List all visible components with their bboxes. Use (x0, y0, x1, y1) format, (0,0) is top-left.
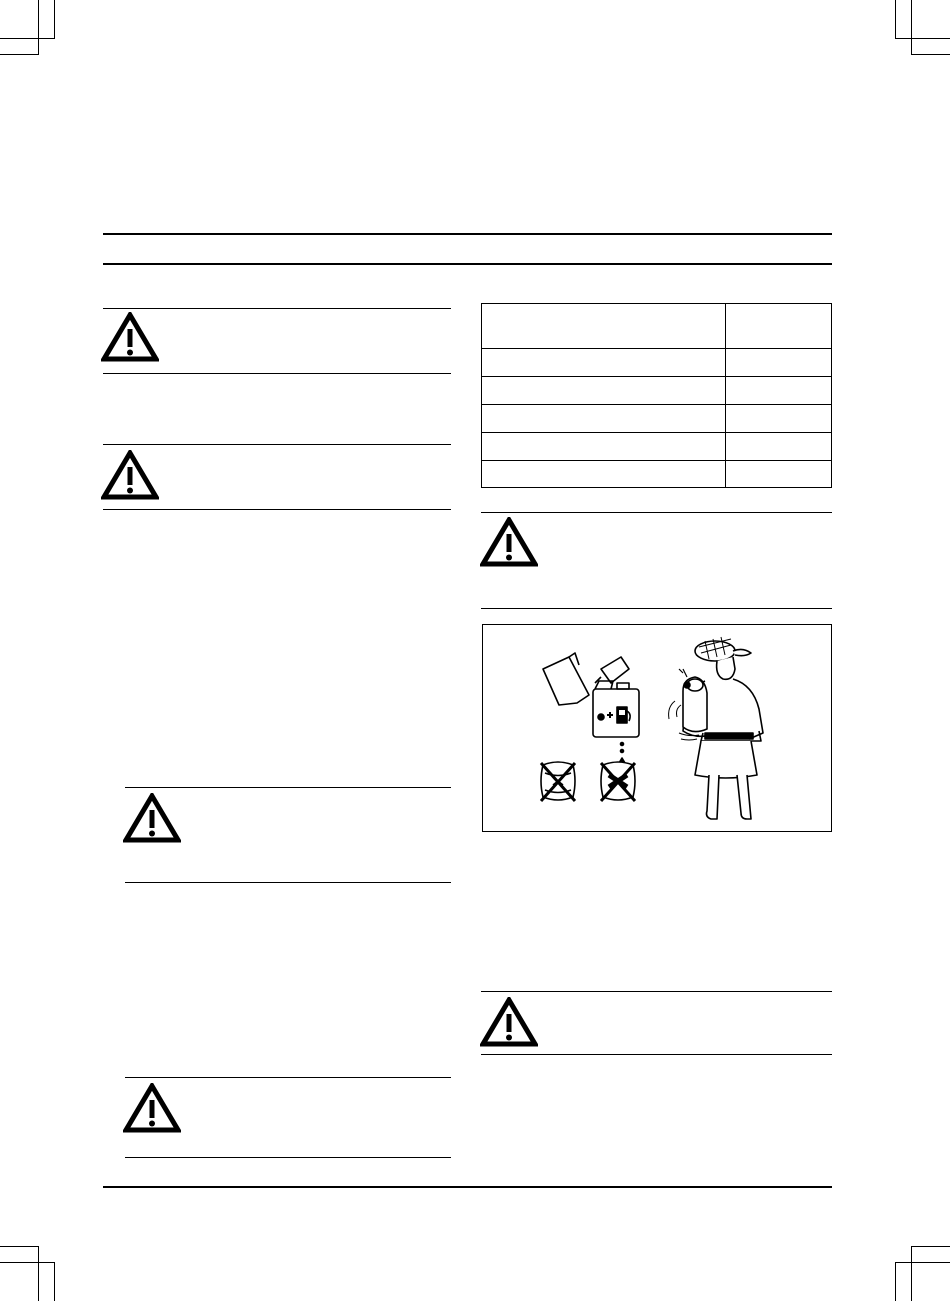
table-cell (726, 349, 832, 377)
table-row (482, 377, 832, 405)
table-cell (726, 377, 832, 405)
warning-triangle-icon (480, 517, 538, 567)
header-rule-bottom (103, 263, 832, 265)
warning-box-6-top-rule (481, 991, 832, 992)
warning-box-2-top-rule (103, 444, 451, 445)
table-cell (482, 433, 726, 461)
warning-box-2-bottom-rule (103, 509, 451, 510)
table-cell (482, 377, 726, 405)
table-cell (726, 461, 832, 488)
table-cell (482, 405, 726, 433)
warning-box-3-bottom-rule (125, 882, 451, 883)
warning-box-3-top-rule (125, 787, 451, 788)
warning-triangle-icon (101, 312, 159, 362)
table-cell (726, 405, 832, 433)
warning-box-6-bottom-rule (481, 1054, 832, 1055)
warning-box-4-top-rule (125, 1077, 451, 1078)
footer-rule (103, 1186, 832, 1188)
table-cell (482, 349, 726, 377)
warning-box-1-top-rule (103, 308, 451, 309)
warning-box-4-bottom-rule (125, 1157, 451, 1158)
table-row (482, 304, 832, 349)
fuel-mixture-table (481, 303, 832, 488)
warning-box-5-bottom-rule (481, 608, 832, 609)
table-row (482, 349, 832, 377)
table-cell (726, 433, 832, 461)
table-cell (726, 304, 832, 349)
header-rule-top (103, 233, 832, 235)
warning-box-1-bottom-rule (103, 373, 451, 374)
table-cell (482, 304, 726, 349)
warning-box-5-top-rule (481, 512, 832, 513)
table-cell (482, 461, 726, 488)
table-row (482, 405, 832, 433)
fuel-mixing-safety-illustration (482, 624, 832, 832)
warning-triangle-icon (101, 450, 159, 500)
warning-triangle-icon (123, 1083, 181, 1133)
table-row (482, 461, 832, 488)
warning-triangle-icon (123, 793, 181, 843)
table-row (482, 433, 832, 461)
warning-triangle-icon (480, 997, 538, 1047)
